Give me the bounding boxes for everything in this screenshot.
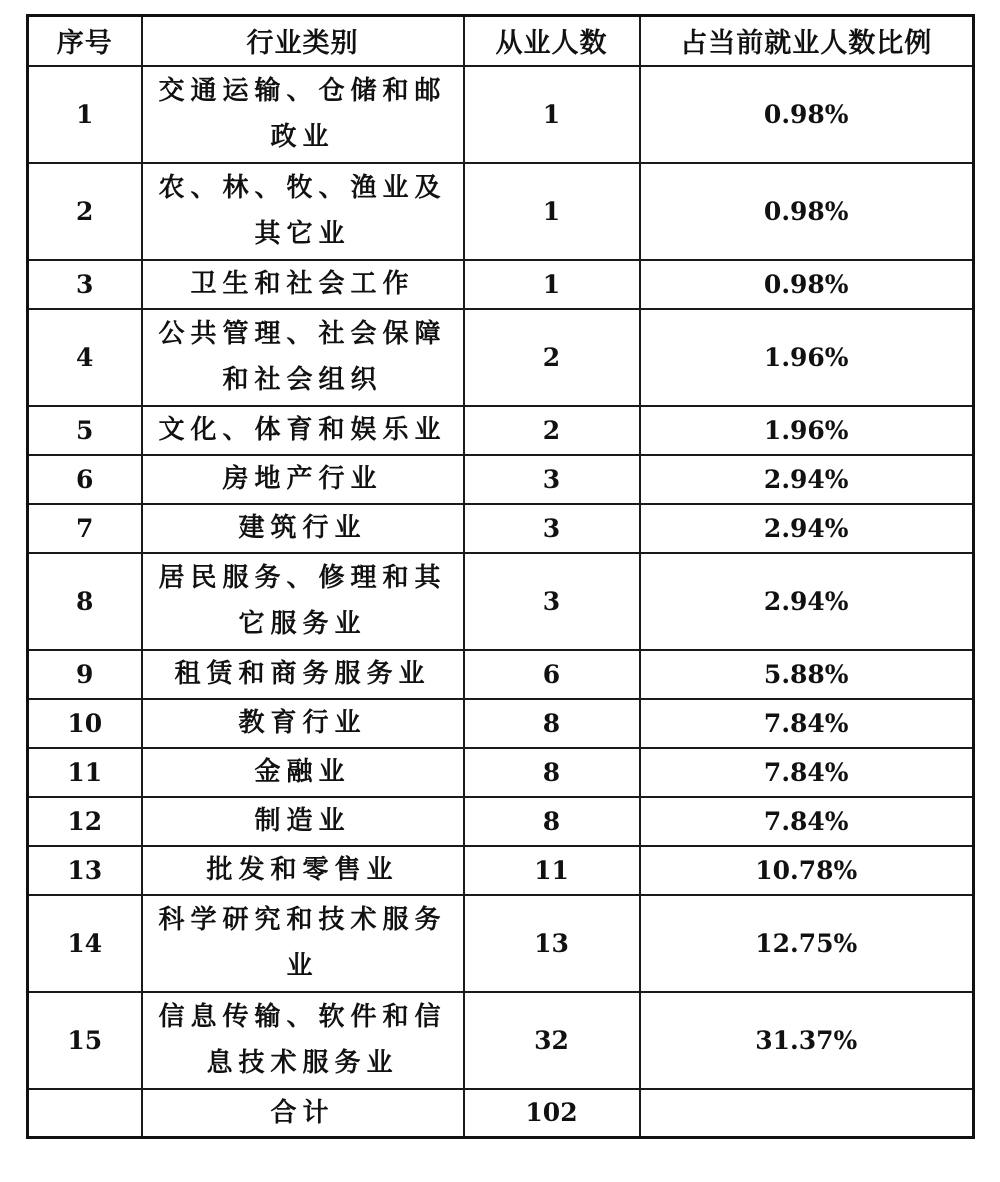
row-index: 11	[28, 748, 142, 797]
row-ratio: 0.98%	[640, 163, 974, 260]
total-employees: 102	[464, 1089, 640, 1138]
table-row	[28, 504, 974, 553]
row-employees: 1	[464, 66, 640, 163]
total-label: 合计	[142, 1089, 464, 1138]
row-ratio: 1.96%	[640, 406, 974, 455]
row-index: 9	[28, 650, 142, 699]
table-row	[28, 406, 974, 455]
row-index: 13	[28, 846, 142, 895]
table-row	[28, 553, 974, 650]
row-employees: 3	[464, 504, 640, 553]
header-index: 序号	[28, 16, 142, 66]
row-index: 2	[28, 163, 142, 260]
row-ratio: 7.84%	[640, 748, 974, 797]
table-row	[28, 163, 974, 260]
row-employees: 13	[464, 895, 640, 992]
row-index: 1	[28, 66, 142, 163]
row-industry: 教育行业	[142, 699, 464, 748]
table-header	[28, 16, 974, 66]
row-employees: 8	[464, 699, 640, 748]
row-ratio: 0.98%	[640, 66, 974, 163]
row-index: 6	[28, 455, 142, 504]
row-industry: 卫生和社会工作	[142, 260, 464, 309]
row-index: 15	[28, 992, 142, 1089]
row-ratio: 1.96%	[640, 309, 974, 406]
table-body	[28, 66, 974, 1089]
total-ratio-cell	[640, 1089, 974, 1138]
row-ratio: 7.84%	[640, 797, 974, 846]
row-industry: 文化、体育和娱乐业	[142, 406, 464, 455]
row-employees: 3	[464, 455, 640, 504]
row-industry: 科学研究和技术服务业	[142, 895, 464, 992]
row-ratio: 5.88%	[640, 650, 974, 699]
header-employees: 从业人数	[464, 16, 640, 66]
industry-employment-table	[26, 14, 975, 1139]
table-row	[28, 699, 974, 748]
table-row	[28, 748, 974, 797]
row-industry: 批发和零售业	[142, 846, 464, 895]
header-row	[28, 16, 974, 66]
row-employees: 32	[464, 992, 640, 1089]
row-industry: 金融业	[142, 748, 464, 797]
row-industry: 农、林、牧、渔业及其它业	[142, 163, 464, 260]
table-row	[28, 846, 974, 895]
table-row	[28, 797, 974, 846]
row-index: 8	[28, 553, 142, 650]
row-employees: 8	[464, 748, 640, 797]
row-index: 7	[28, 504, 142, 553]
table-row	[28, 66, 974, 163]
total-row	[28, 1089, 974, 1138]
row-industry: 建筑行业	[142, 504, 464, 553]
row-ratio: 2.94%	[640, 553, 974, 650]
row-index: 12	[28, 797, 142, 846]
row-index: 3	[28, 260, 142, 309]
header-ratio: 占当前就业人数比例	[640, 16, 974, 66]
table-row	[28, 455, 974, 504]
row-ratio: 12.75%	[640, 895, 974, 992]
table-row	[28, 650, 974, 699]
row-ratio: 31.37%	[640, 992, 974, 1089]
row-industry: 房地产行业	[142, 455, 464, 504]
row-index: 4	[28, 309, 142, 406]
row-index: 10	[28, 699, 142, 748]
row-ratio: 2.94%	[640, 504, 974, 553]
row-industry: 制造业	[142, 797, 464, 846]
row-employees: 2	[464, 309, 640, 406]
row-industry: 居民服务、修理和其它服务业	[142, 553, 464, 650]
row-employees: 3	[464, 553, 640, 650]
row-employees: 1	[464, 163, 640, 260]
table-row	[28, 895, 974, 992]
row-industry: 信息传输、软件和信息技术服务业	[142, 992, 464, 1089]
row-ratio: 0.98%	[640, 260, 974, 309]
row-employees: 11	[464, 846, 640, 895]
row-ratio: 2.94%	[640, 455, 974, 504]
row-ratio: 10.78%	[640, 846, 974, 895]
table-row	[28, 260, 974, 309]
industry-table-container	[26, 14, 972, 1139]
row-industry: 交通运输、仓储和邮政业	[142, 66, 464, 163]
row-industry: 公共管理、社会保障和社会组织	[142, 309, 464, 406]
row-employees: 6	[464, 650, 640, 699]
row-index: 14	[28, 895, 142, 992]
row-employees: 8	[464, 797, 640, 846]
row-industry: 租赁和商务服务业	[142, 650, 464, 699]
row-employees: 2	[464, 406, 640, 455]
table-row	[28, 309, 974, 406]
table-footer	[28, 1089, 974, 1138]
row-index: 5	[28, 406, 142, 455]
table-row	[28, 992, 974, 1089]
total-index-cell	[28, 1089, 142, 1138]
row-ratio: 7.84%	[640, 699, 974, 748]
header-industry: 行业类别	[142, 16, 464, 66]
row-employees: 1	[464, 260, 640, 309]
